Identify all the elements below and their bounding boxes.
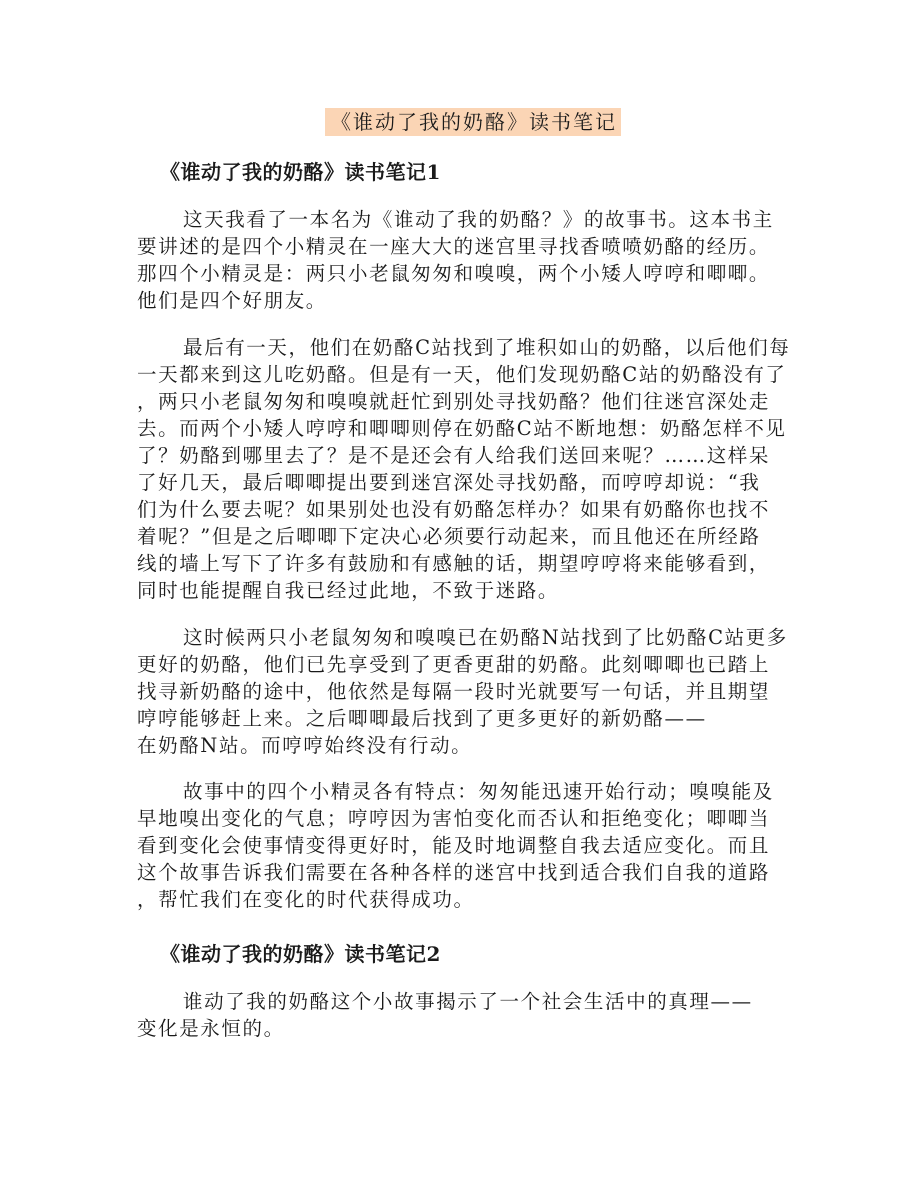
text-line: 他们是四个好朋友。: [137, 289, 327, 312]
text-line: 要讲述的是四个小精灵在一座大大的迷宫里寻找香喷喷奶酪的经历。: [137, 235, 771, 258]
text-line: 这天我看了一本名为《谁动了我的奶酪？》的故事书。这本书主: [183, 208, 774, 231]
text-line: 一天都来到这儿吃奶酪。但是有一天，他们发现奶酪C站的奶酪没有了: [137, 363, 787, 386]
text-line: 谁动了我的奶酪这个小故事揭示了一个社会生活中的真理——: [183, 990, 753, 1013]
text-line: 故事中的四个小精灵各有特点：匆匆能迅速开始行动；嗅嗅能及: [183, 780, 774, 803]
text-line: ，帮忙我们在变化的时代获得成功。: [137, 888, 475, 911]
paragraph: [137, 334, 797, 604]
paragraph: [137, 988, 797, 1042]
text-line: 线的墙上写下了许多有鼓励和有感触的话，期望哼哼将来能够看到，: [137, 552, 771, 575]
text-line: ，两只小老鼠匆匆和嗅嗅就赶忙到别处寻找奶酪？他们往迷宫深处走: [137, 390, 771, 413]
document-title: 《谁动了我的奶酪》读书笔记: [325, 108, 621, 136]
text-line: 找寻新奶酪的途中，他依然是每隔一段时光就要写一句话，并且期望: [137, 680, 771, 703]
text-line: 看到变化会使事情变得更好时，能及时地调整自我去适应变化。而且: [137, 834, 771, 857]
text-line: 同时也能提醒自我已经过此地，不致于迷路。: [137, 579, 560, 602]
text-line: 着呢？”但是之后唧唧下定决心必须要行动起来，而且他还在所经路: [137, 525, 761, 548]
text-line: 们为什么要去呢？如果别处也没有奶酪怎样办？如果有奶酪你也找不: [137, 498, 771, 521]
text-line: 了好几天，最后唧唧提出要到迷宫深处寻找奶酪，而哼哼却说：“我: [137, 471, 761, 494]
paragraph: [137, 624, 797, 759]
paragraph: [137, 206, 797, 314]
section-heading-2: 《谁动了我的奶酪》读书笔记2: [160, 942, 441, 966]
text-line: 这时候两只小老鼠匆匆和嗅嗅已在奶酪N站找到了比奶酪C站更多: [183, 626, 788, 649]
text-line: 这个故事告诉我们需要在各种各样的迷宫中找到适合我们自我的道路: [137, 861, 771, 884]
text-line: 了？奶酪到哪里去了？是不是还会有人给我们送回来呢？……这样呆: [137, 444, 771, 467]
text-line: 在奶酪N站。而哼哼始终没有行动。: [137, 734, 473, 757]
section-heading-1: 《谁动了我的奶酪》读书笔记1: [160, 160, 441, 184]
text-line: 变化是永恒的。: [137, 1017, 285, 1040]
text-line: 最后有一天，他们在奶酪C站找到了堆积如山的奶酪，以后他们每: [183, 336, 791, 359]
paragraph: [137, 778, 797, 913]
text-line: 去。而两个小矮人哼哼和唧唧则停在奶酪C站不断地想：奶酪怎样不见: [137, 417, 787, 440]
text-line: 早地嗅出变化的气息；哼哼因为害怕变化而否认和拒绝变化；唧唧当: [137, 807, 771, 830]
text-line: 那四个小精灵是：两只小老鼠匆匆和嗅嗅，两个小矮人哼哼和唧唧。: [137, 262, 771, 285]
text-line: 哼哼能够赶上来。之后唧唧最后找到了更多更好的新奶酪——: [137, 707, 707, 730]
text-line: 更好的奶酪，他们已先享受到了更香更甜的奶酪。此刻唧唧也已踏上: [137, 653, 771, 676]
document-title-container: [0, 108, 920, 136]
